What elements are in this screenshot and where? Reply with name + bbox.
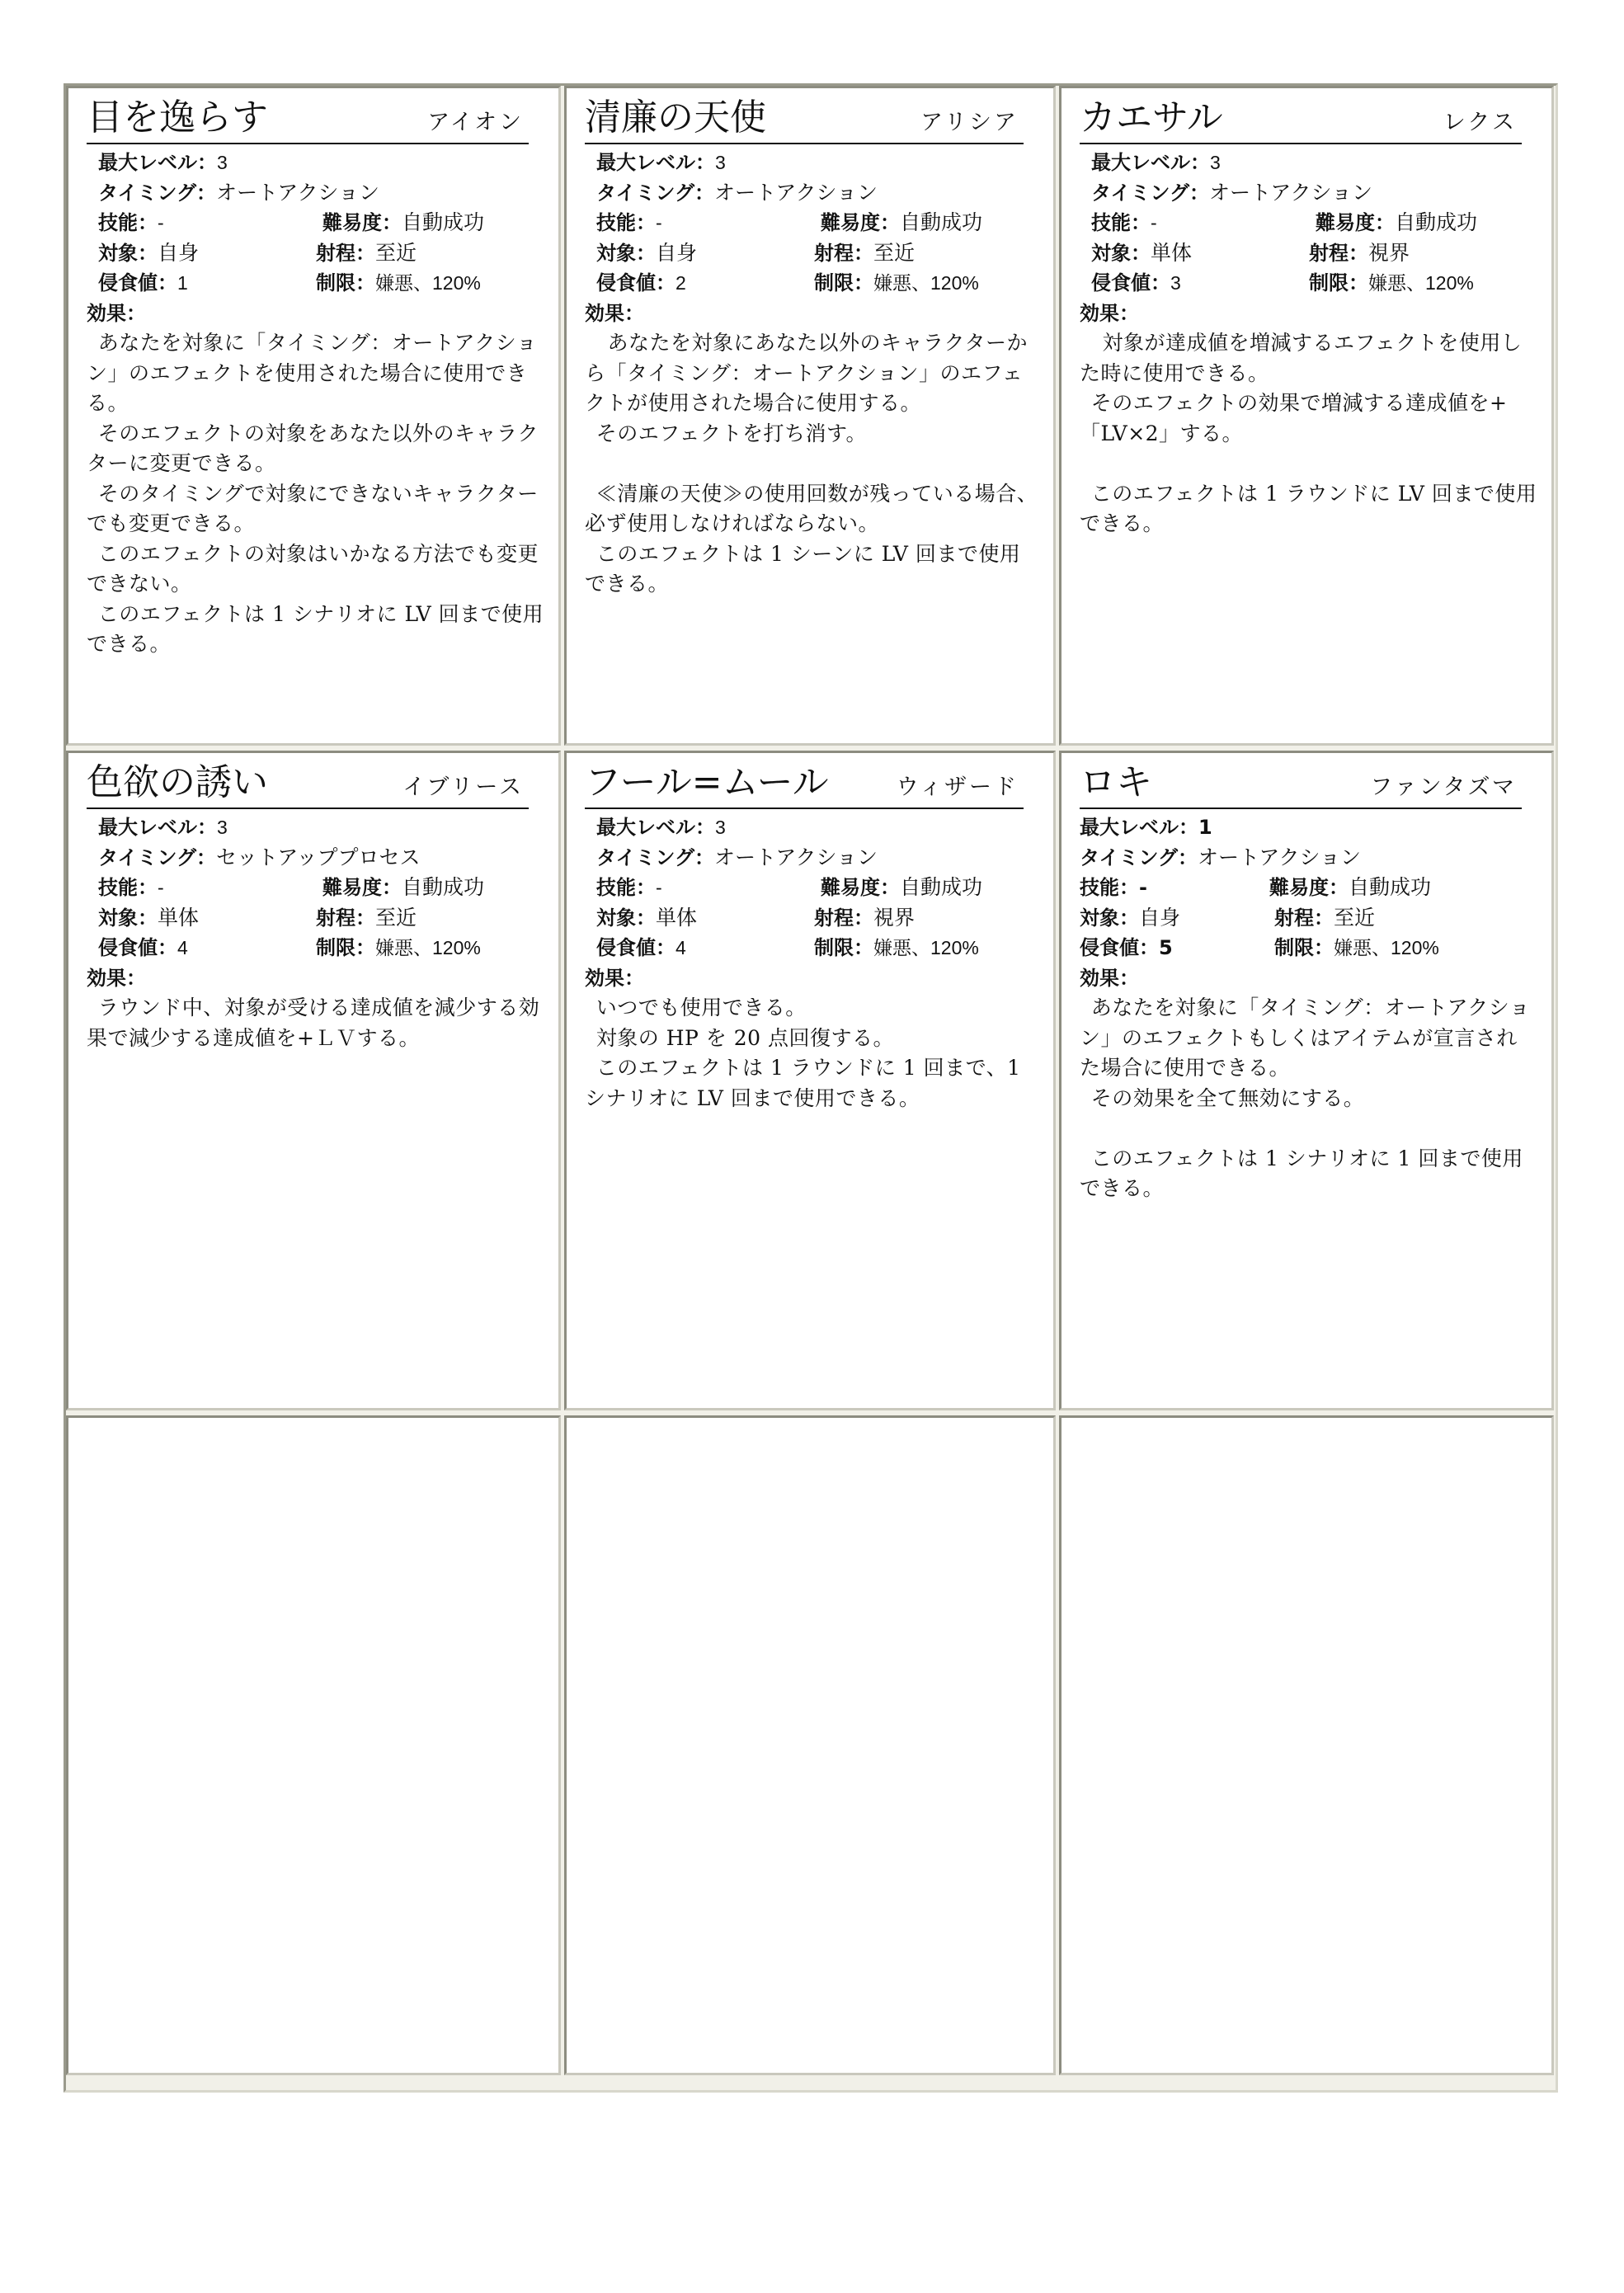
difficulty-label: 難易度： bbox=[1316, 211, 1395, 234]
skill-row bbox=[1080, 208, 1538, 238]
limit-label: 制限： bbox=[814, 936, 873, 959]
range-value: 視界 bbox=[1368, 240, 1410, 265]
effect-paragraph: あなたを対象に「タイミング：オートアクション」のエフェクトもしくはアイテムが宣言された場合に使用できる。 bbox=[1080, 996, 1531, 1080]
max-level-label: 最大レベル： bbox=[1091, 151, 1210, 174]
timing-row bbox=[87, 178, 545, 209]
skill-label: 技能： bbox=[596, 211, 656, 234]
range-label: 射程： bbox=[316, 241, 375, 265]
erosion-label: 侵食値： bbox=[1091, 271, 1170, 294]
empty-card bbox=[66, 1415, 561, 2075]
card-title: 清廉の天使 bbox=[585, 97, 766, 139]
max-level-row bbox=[585, 148, 1040, 178]
card-title: フール=ムール bbox=[585, 761, 829, 803]
effect-card bbox=[66, 86, 561, 746]
erosion-value: 5 bbox=[1159, 936, 1173, 959]
effect-blank-line bbox=[1080, 449, 1538, 479]
erosion-label: 侵食値： bbox=[98, 271, 177, 294]
effect-paragraph: 対象の HP を 20 点回復する。 bbox=[595, 1025, 894, 1050]
timing-label: タイミング： bbox=[1080, 845, 1198, 869]
target-row bbox=[1080, 238, 1538, 269]
card-header bbox=[1080, 761, 1522, 809]
target-label: 対象： bbox=[98, 906, 158, 930]
card-header bbox=[87, 97, 529, 144]
difficulty-value: 自動成功 bbox=[402, 875, 485, 899]
effect-paragraph: あなたを対象に「タイミング：オートアクション」のエフェクトを使用された場合に使用できる。 bbox=[87, 331, 538, 415]
limit-value: 嫌悪、120% bbox=[1368, 272, 1474, 294]
effect-paragraph: このエフェクトは 1 シーンに LV 回まで使用できる。 bbox=[585, 541, 1021, 596]
difficulty-label: 難易度： bbox=[322, 211, 402, 234]
card-header bbox=[1080, 97, 1522, 144]
erosion-row bbox=[87, 933, 545, 963]
range-value: 視界 bbox=[873, 905, 916, 930]
range-label: 射程： bbox=[814, 906, 873, 930]
erosion-row bbox=[585, 268, 1040, 299]
max-level-row bbox=[1080, 148, 1538, 178]
timing-label: タイミング： bbox=[596, 181, 715, 205]
timing-label: タイミング： bbox=[596, 845, 715, 869]
effect-paragraph: そのエフェクトの対象をあなた以外のキャラクターに変更できる。 bbox=[87, 421, 539, 475]
erosion-row bbox=[585, 933, 1040, 963]
erosion-label: 侵食値： bbox=[1080, 936, 1159, 959]
skill-label: 技能： bbox=[1080, 876, 1139, 899]
skill-value: - bbox=[158, 212, 164, 233]
skill-value: - bbox=[158, 877, 164, 898]
target-row bbox=[585, 903, 1040, 934]
timing-value: オートアクション bbox=[216, 180, 380, 205]
range-value: 至近 bbox=[375, 905, 417, 930]
card-owner: ウィザード bbox=[896, 775, 1019, 800]
max-level-value: 3 bbox=[217, 817, 228, 838]
skill-label: 技能： bbox=[98, 876, 158, 899]
card-owner: ファンタズマ bbox=[1370, 775, 1517, 800]
max-level-label: 最大レベル： bbox=[98, 816, 217, 839]
card-sheet bbox=[64, 83, 1558, 2093]
effect-paragraph: ≪清廉の天使≫の使用回数が残っている場合、必ず使用しなければならない。 bbox=[585, 481, 1038, 535]
limit-value: 嫌悪、120% bbox=[873, 272, 979, 294]
target-label: 対象： bbox=[1091, 241, 1151, 265]
effect-card bbox=[564, 86, 1056, 746]
erosion-row bbox=[87, 268, 545, 299]
card-title: 色欲の誘い bbox=[87, 761, 268, 803]
effect-card bbox=[66, 751, 561, 1410]
effect-paragraph: このエフェクトの対象はいかなる方法でも変更できない。 bbox=[87, 541, 539, 596]
card-header bbox=[87, 761, 529, 809]
range-label: 射程： bbox=[1274, 906, 1334, 930]
timing-label: タイミング： bbox=[98, 845, 217, 869]
timing-row bbox=[87, 843, 545, 873]
timing-value: オートアクション bbox=[1198, 845, 1362, 869]
target-row bbox=[1080, 903, 1538, 934]
skill-value: - bbox=[656, 212, 662, 233]
range-value: 至近 bbox=[873, 240, 916, 265]
effect-paragraph: 対象が達成値を増減するエフェクトを使用した時に使用できる。 bbox=[1080, 331, 1523, 385]
card-header bbox=[585, 761, 1024, 809]
difficulty-label: 難易度： bbox=[1269, 876, 1349, 899]
timing-value: オートアクション bbox=[1209, 180, 1373, 205]
effect-paragraph: そのタイミングで対象にできないキャラクターでも変更できる。 bbox=[87, 481, 539, 535]
skill-value: - bbox=[1151, 212, 1157, 233]
timing-label: タイミング： bbox=[1091, 181, 1210, 205]
difficulty-value: 自動成功 bbox=[900, 210, 983, 234]
difficulty-value: 自動成功 bbox=[900, 875, 983, 899]
difficulty-value: 自動成功 bbox=[402, 210, 485, 234]
skill-row bbox=[87, 873, 545, 903]
timing-row bbox=[585, 178, 1040, 209]
max-level-label: 最大レベル： bbox=[596, 151, 715, 174]
limit-value: 嫌悪、120% bbox=[873, 937, 979, 958]
max-level-row bbox=[1080, 812, 1538, 843]
erosion-value: 3 bbox=[1170, 272, 1181, 294]
target-label: 対象： bbox=[596, 906, 656, 930]
effect-paragraph: その効果を全て無効にする。 bbox=[1090, 1085, 1365, 1110]
target-label: 対象： bbox=[1080, 906, 1139, 930]
max-level-row bbox=[87, 148, 545, 178]
skill-value: - bbox=[656, 877, 662, 898]
max-level-row bbox=[585, 812, 1040, 843]
target-value: 単体 bbox=[158, 905, 200, 930]
target-value: 自身 bbox=[656, 240, 698, 265]
effect-card bbox=[564, 751, 1056, 1410]
difficulty-label: 難易度： bbox=[821, 876, 900, 899]
max-level-value: 3 bbox=[217, 152, 228, 173]
timing-value: セットアッププロセス bbox=[216, 845, 421, 869]
range-label: 射程： bbox=[1309, 241, 1368, 265]
timing-label: タイミング： bbox=[98, 181, 217, 205]
effect-paragraph: あなたを対象にあなた以外のキャラクターから「タイミング：オートアクション」のエフェクトが使用された場合に使用する。 bbox=[585, 331, 1029, 415]
erosion-value: 1 bbox=[177, 272, 188, 294]
target-row bbox=[585, 238, 1040, 269]
range-value: 至近 bbox=[375, 240, 417, 265]
effect-paragraph: このエフェクトは 1 ラウンドに LV 回まで使用できる。 bbox=[1080, 481, 1537, 535]
skill-row bbox=[585, 873, 1040, 903]
card-title: カエサル bbox=[1080, 97, 1223, 139]
empty-card bbox=[564, 1415, 1056, 2075]
effect-text bbox=[87, 993, 545, 1053]
difficulty-value: 自動成功 bbox=[1349, 875, 1432, 899]
target-value: 単体 bbox=[1151, 240, 1193, 265]
target-label: 対象： bbox=[596, 241, 656, 265]
limit-value: 嫌悪、120% bbox=[375, 937, 481, 958]
erosion-row bbox=[1080, 933, 1538, 963]
effect-blank-line bbox=[585, 449, 1040, 479]
limit-value: 嫌悪、120% bbox=[1334, 937, 1439, 958]
effect-label: 効果： bbox=[585, 966, 644, 990]
max-level-label: 最大レベル： bbox=[98, 151, 217, 174]
range-label: 射程： bbox=[316, 906, 375, 930]
skill-row bbox=[1080, 873, 1538, 903]
erosion-row bbox=[1080, 268, 1538, 299]
erosion-value: 4 bbox=[675, 937, 686, 958]
target-label: 対象： bbox=[98, 241, 158, 265]
effect-paragraph: このエフェクトは 1 シナリオに LV 回まで使用できる。 bbox=[87, 601, 544, 656]
skill-label: 技能： bbox=[596, 876, 656, 899]
limit-label: 制限： bbox=[316, 936, 375, 959]
effect-text bbox=[585, 993, 1040, 1114]
effect-label: 効果： bbox=[1080, 966, 1139, 990]
effect-text bbox=[87, 328, 545, 660]
card-owner: レクス bbox=[1443, 110, 1517, 135]
card-header bbox=[585, 97, 1024, 144]
timing-value: オートアクション bbox=[714, 180, 878, 205]
erosion-label: 侵食値： bbox=[596, 936, 675, 959]
max-level-value: 1 bbox=[1198, 816, 1212, 839]
skill-label: 技能： bbox=[1091, 211, 1151, 234]
card-title: 目を逸らす bbox=[87, 97, 268, 139]
max-level-value: 3 bbox=[715, 817, 726, 838]
erosion-value: 4 bbox=[177, 937, 188, 958]
max-level-value: 3 bbox=[1210, 152, 1221, 173]
erosion-value: 2 bbox=[675, 272, 686, 294]
timing-row bbox=[585, 843, 1040, 873]
effect-label: 効果： bbox=[87, 301, 146, 325]
card-owner: イブリース bbox=[402, 775, 524, 800]
effect-text bbox=[1080, 993, 1538, 1204]
effect-text bbox=[1080, 328, 1538, 539]
timing-value: オートアクション bbox=[714, 845, 878, 869]
skill-value: - bbox=[1139, 876, 1147, 899]
timing-row bbox=[1080, 178, 1538, 209]
card-title: ロキ bbox=[1080, 761, 1152, 803]
effect-paragraph: このエフェクトは 1 シナリオに 1 回まで使用できる。 bbox=[1080, 1146, 1523, 1200]
target-value: 自身 bbox=[1139, 905, 1181, 930]
difficulty-value: 自動成功 bbox=[1395, 210, 1478, 234]
difficulty-label: 難易度： bbox=[821, 211, 900, 234]
limit-label: 制限： bbox=[814, 271, 873, 294]
effect-paragraph: そのエフェクトを打ち消す。 bbox=[595, 421, 868, 445]
effect-label: 効果： bbox=[87, 966, 146, 990]
target-row bbox=[87, 238, 545, 269]
effect-text bbox=[585, 328, 1040, 600]
erosion-label: 侵食値： bbox=[596, 271, 675, 294]
target-value: 単体 bbox=[656, 905, 698, 930]
difficulty-label: 難易度： bbox=[322, 876, 402, 899]
max-level-row bbox=[87, 812, 545, 843]
limit-value: 嫌悪、120% bbox=[375, 272, 481, 294]
skill-label: 技能： bbox=[98, 211, 158, 234]
effect-card bbox=[1059, 86, 1554, 746]
max-level-value: 3 bbox=[715, 152, 726, 173]
card-owner: アリシア bbox=[920, 110, 1019, 135]
effect-label: 効果： bbox=[585, 301, 644, 325]
erosion-label: 侵食値： bbox=[98, 936, 177, 959]
skill-row bbox=[585, 208, 1040, 238]
skill-row bbox=[87, 208, 545, 238]
limit-label: 制限： bbox=[1309, 271, 1368, 294]
effect-label: 効果： bbox=[1080, 301, 1139, 325]
max-level-label: 最大レベル： bbox=[596, 816, 715, 839]
target-value: 自身 bbox=[158, 240, 200, 265]
effect-card bbox=[1059, 751, 1554, 1410]
card-owner: アイオン bbox=[427, 110, 524, 135]
effect-blank-line bbox=[1080, 1114, 1538, 1144]
range-label: 射程： bbox=[814, 241, 873, 265]
effect-paragraph: そのエフェクトの効果で増減する達成値を+「LV×2」する。 bbox=[1080, 391, 1508, 445]
empty-card bbox=[1059, 1415, 1554, 2075]
effect-paragraph: ラウンド中、対象が受ける達成値を減少する効果で減少する達成値を+ＬＶする。 bbox=[87, 996, 540, 1050]
effect-paragraph: いつでも使用できる。 bbox=[595, 996, 807, 1019]
range-value: 至近 bbox=[1334, 905, 1376, 930]
effect-paragraph: このエフェクトは 1 ラウンドに 1 回まで、1 シナリオに LV 回まで使用できる。 bbox=[585, 1056, 1021, 1110]
max-level-label: 最大レベル： bbox=[1080, 816, 1198, 839]
target-row bbox=[87, 903, 545, 934]
limit-label: 制限： bbox=[316, 271, 375, 294]
limit-label: 制限： bbox=[1274, 936, 1334, 959]
timing-row bbox=[1080, 843, 1538, 873]
